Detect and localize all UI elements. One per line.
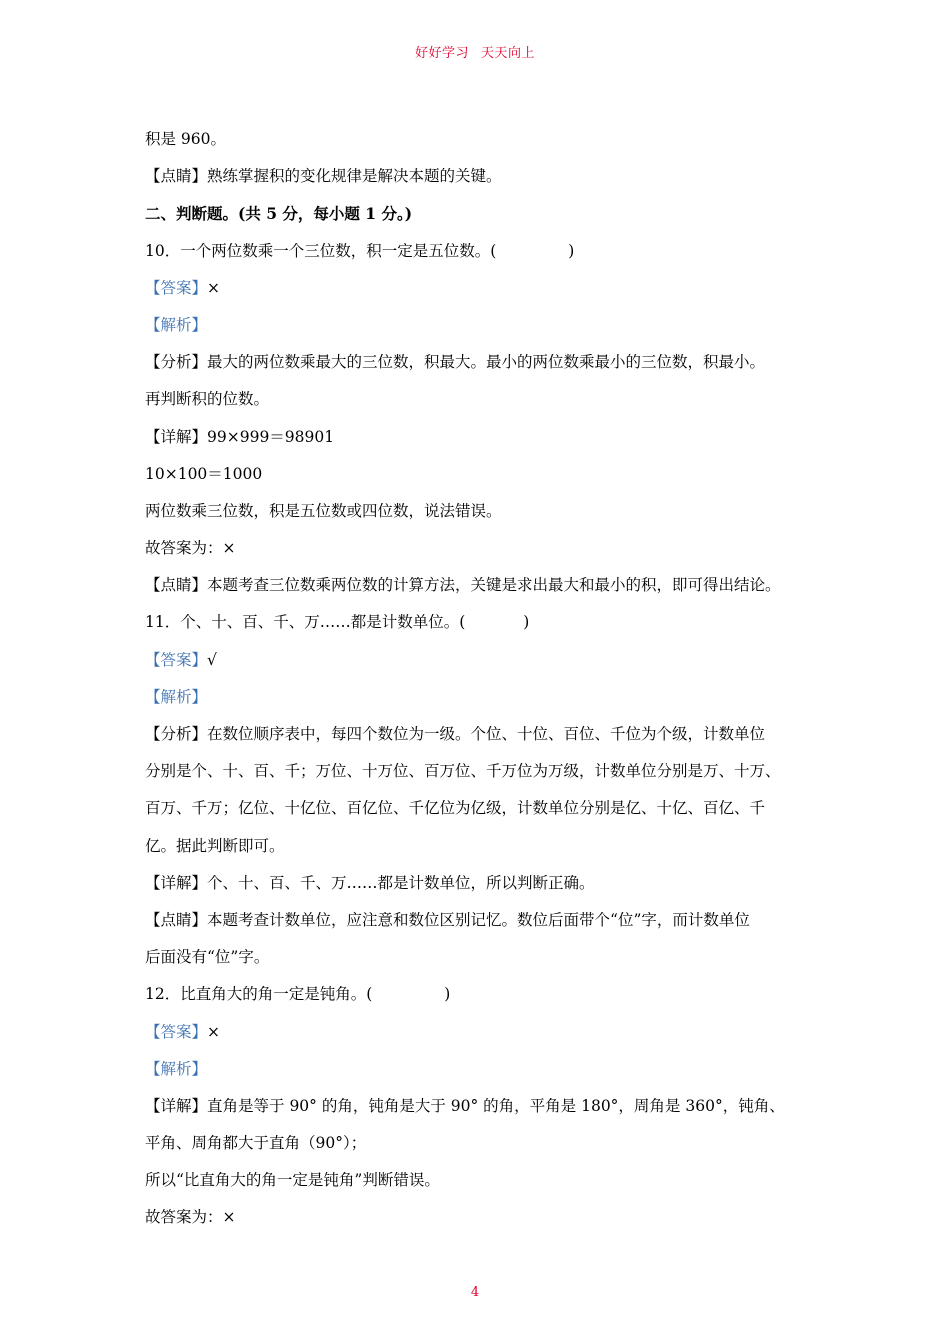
answer-line: [145, 1014, 810, 1051]
final-answer: 故答案为：×: [145, 539, 236, 558]
xiangjie-line: 【详解】个、十、百、千、万……都是计数单位，所以判断正确。: [145, 873, 595, 892]
fenxi-line: 【分析】最大的两位数乘最大的三位数，积最大。最小的两位数乘最小的三位数，积最小。: [145, 353, 766, 372]
question-12: 12．比直角大的角一定是钝角。( ): [145, 985, 451, 1004]
text-line: 分别是个、十、百、千；万位、十万位、百万位、千万位为万级，计数单位分别是万、十万、: [145, 762, 781, 781]
text-line: 再判断积的位数。: [145, 390, 270, 409]
header-right-text: 天天向上: [481, 46, 536, 61]
answer-tag: 【答案】: [145, 278, 208, 297]
dianjing-line: 【点睛】熟练掌握积的变化规律是解决本题的关键。: [145, 167, 502, 186]
text-line: 百万、千万；亿位、十亿位、百亿位、千亿位为亿级，计数单位分别是亿、十亿、百亿、千: [145, 799, 766, 818]
header-left-text: 好好学习: [414, 46, 469, 61]
answer-tag: 【答案】: [145, 650, 208, 669]
page-number: 4: [470, 1285, 480, 1300]
section-title: 二、判断题。(共 5 分，每小题 1 分。): [145, 204, 413, 224]
dianjing-line: 【点睛】本题考查计数单位，应注意和数位区别记忆。数位后面带个“位”字，而计数单位: [145, 910, 750, 929]
text-line: 平角、周角都大于直角（90°）；: [145, 1134, 367, 1153]
answer-value: ×: [207, 1022, 221, 1041]
dianjing-line: 【点睛】本题考查三位数乘两位数的计算方法，关键是求出最大和最小的积，即可得出结论。: [145, 576, 781, 595]
fenxi-line: 【分析】在数位顺序表中，每四个数位为一级。个位、十位、百位、千位为个级，计数单位: [145, 725, 766, 743]
xiangjie-line: 【详解】直角是等于 90° 的角，钝角是大于 90° 的角，平角是 180°，周角是 360°，钝角、: [145, 1096, 785, 1115]
document-body: [145, 121, 810, 1237]
answer-value: √: [207, 650, 217, 669]
text-line: 两位数乘三位数，积是五位数或四位数，说法错误。: [145, 501, 502, 520]
xiangjie-line: 【详解】99×999＝98901: [145, 427, 335, 446]
jiexi-tag: 【解析】: [145, 1059, 208, 1078]
text-line: 后面没有“位”字。: [145, 948, 270, 967]
question-11: 11．个、十、百、千、万……都是计数单位。( ): [145, 613, 530, 632]
answer-value: ×: [207, 278, 221, 297]
final-answer: 故答案为：×: [145, 1208, 236, 1227]
page-header: [0, 42, 950, 61]
jiexi-tag: 【解析】: [145, 315, 208, 334]
text-line: 10×100＝1000: [145, 464, 263, 483]
question-10: 10．一个两位数乘一个三位数，积一定是五位数。( ): [145, 241, 575, 260]
answer-line: [145, 270, 810, 307]
answer-line: [145, 642, 810, 679]
text-line: 亿。据此判断即可。: [145, 836, 285, 855]
jiexi-tag: 【解析】: [145, 687, 208, 706]
text-line: 积是 960。: [145, 130, 227, 148]
answer-tag: 【答案】: [145, 1022, 208, 1041]
text-line: 所以“比直角大的角一定是钝角”判断错误。: [145, 1171, 440, 1190]
